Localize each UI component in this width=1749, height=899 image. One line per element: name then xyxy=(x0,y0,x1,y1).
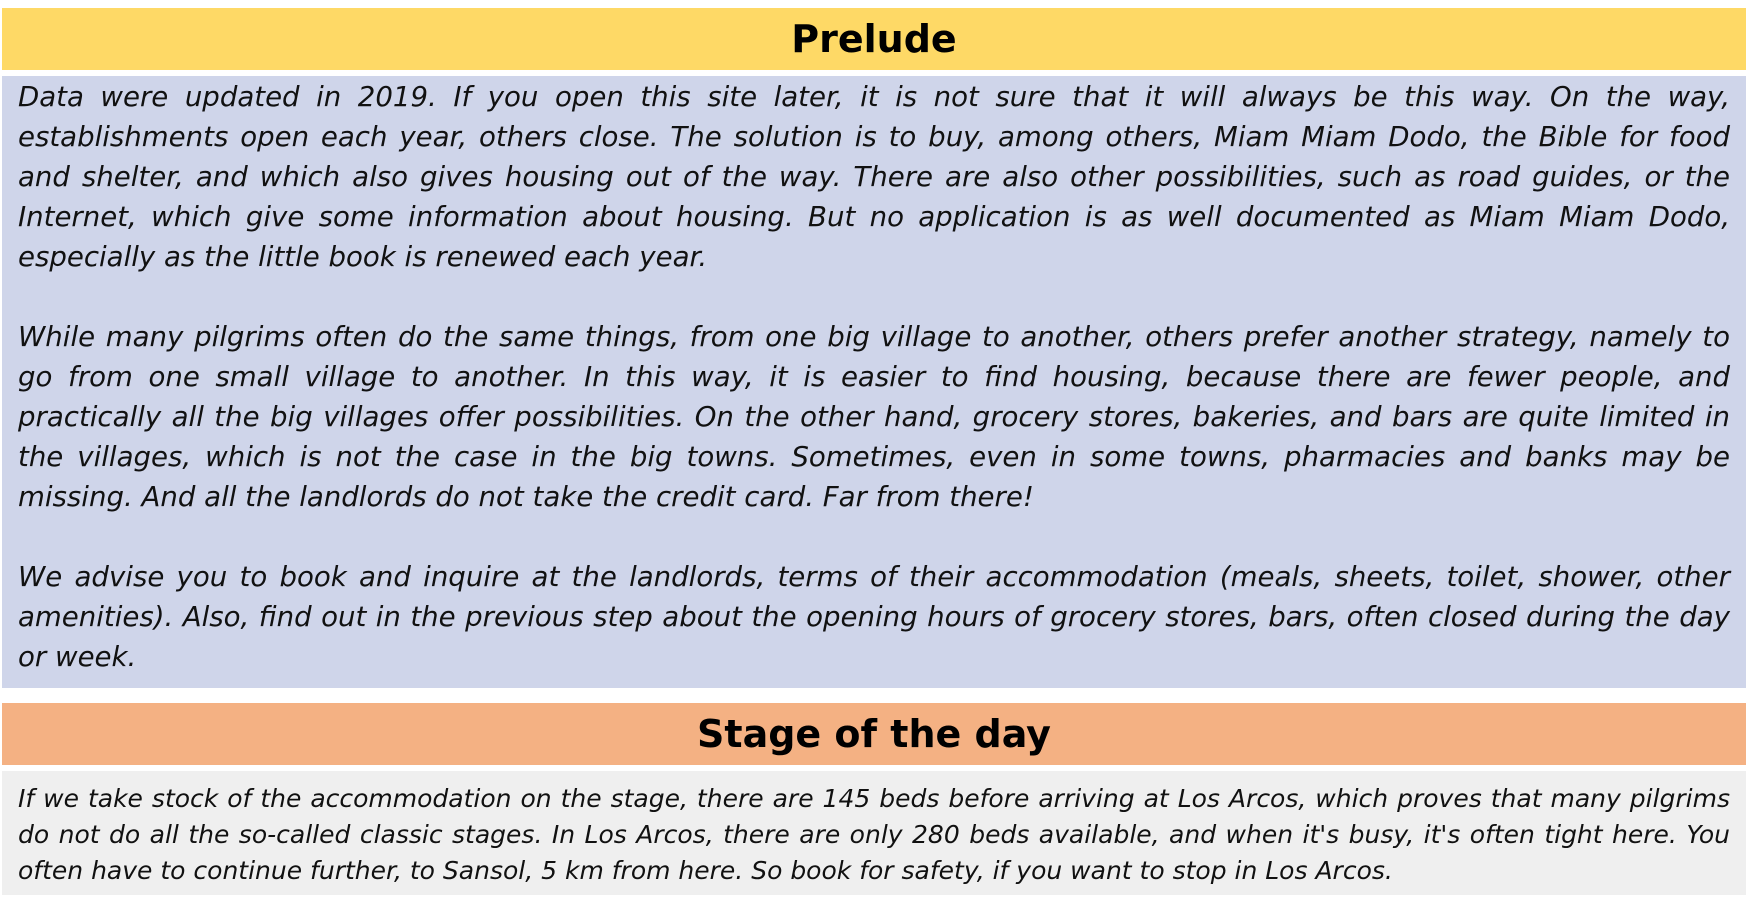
stage-of-the-day-heading: Stage of the day xyxy=(2,703,1746,765)
prelude-paragraph-2: While many pilgrims often do the same things, from one big village to another, others prefer another strategy, namely to go from one small village to another. In this way, it is easier to find housing, because there are fewer people, and practically all the big villages offer possibilities. On the other hand, grocery stores, bakeries, and bars are quite limited in the villages, which is not the case in the big towns. Sometimes, even in some towns, pharmacies and banks may be missing. And all the landlords do not take the credit card. Far from there! xyxy=(18,320,1730,513)
prelude-paragraph-3: We advise you to book and inquire at the landlords, terms of their accommodation (meals, sheets, toilet, shower, other amenities). Also, find out in the previous step about the opening hours of grocery stores, bars, often closed during the day or week. xyxy=(18,560,1730,673)
prelude-text-panel xyxy=(2,76,1746,688)
stage-text-panel xyxy=(2,771,1746,895)
prelude-paragraph-1: Data were updated in 2019. If you open this site later, it is not sure that it will always be this way. On the way, establishments open each year, others close. The solution is to buy, among others, Miam Miam Dodo, the Bible for food and shelter, and which also gives housing out of the way. There are also other possibilities, such as road guides, or the Internet, which give some information about housing. But no application is as well documented as Miam Miam Dodo, especially as the little book is renewed each year. xyxy=(18,80,1730,273)
prelude-heading: Prelude xyxy=(2,8,1746,70)
stage-paragraph: If we take stock of the accommodation on the stage, there are 145 beds before arriving at Los Arcos, which proves that many pilgrims do not do all the so-called classic stages. In Los Arcos, there are only 280 beds available, and when it's busy, it's often tight here. You often have to continue further, to Sansol, 5 km from here. So book for safety, if you want to stop in Los Arcos. xyxy=(18,784,1730,885)
